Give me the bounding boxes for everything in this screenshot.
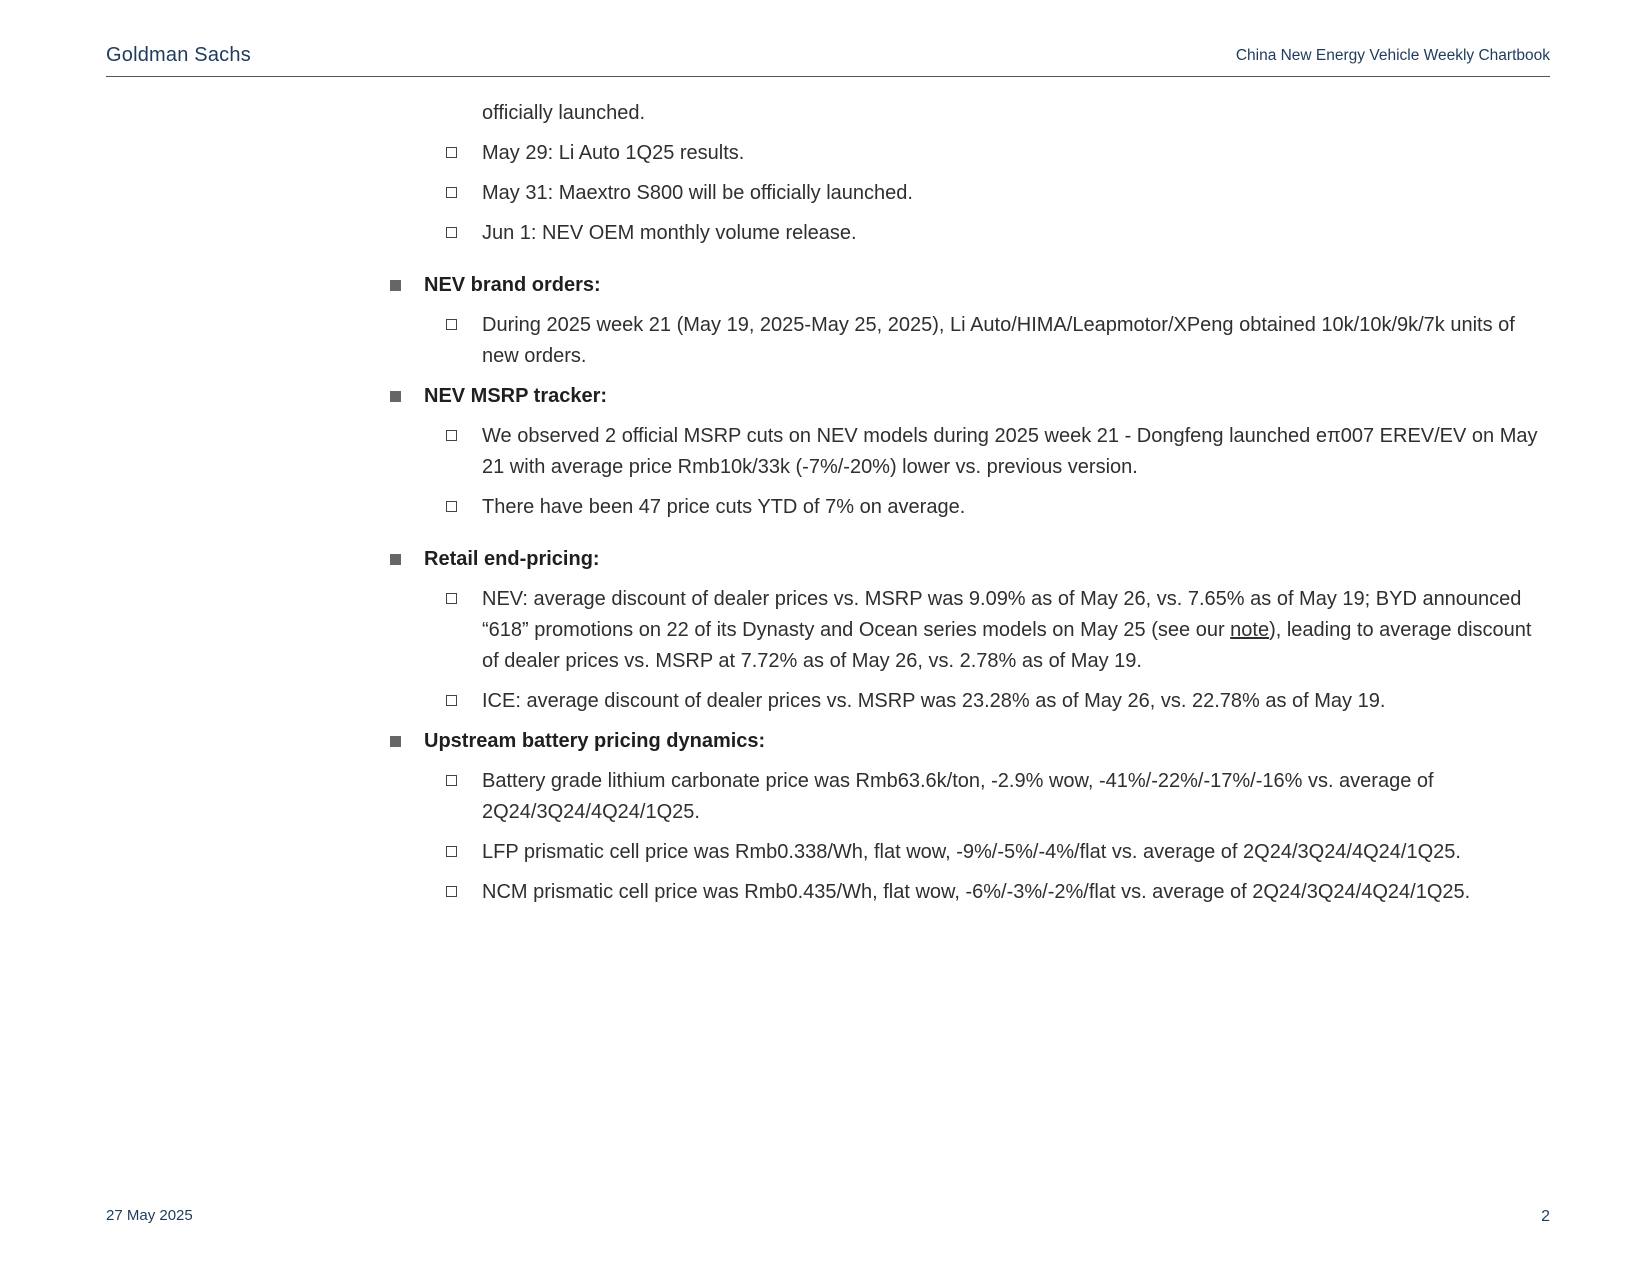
battery-item: Battery grade lithium carbonate price was Rmb63.6k/ton, -2.9% wow, -41%/-22%/-17%/-16% vs. average of 2Q24/3Q24/4Q24/1Q25.	[386, 766, 1550, 828]
note-link[interactable]: note	[1230, 619, 1270, 641]
filled-square-bullet-icon	[390, 280, 401, 291]
report-date: 27 May 2025	[106, 1207, 193, 1224]
hollow-square-bullet-icon	[446, 147, 457, 158]
brand-name: Goldman Sachs	[106, 44, 251, 66]
retail-ice-item: ICE: average discount of dealer prices vs. MSRP was 23.28% as of May 26, vs. 22.78% as of May 19.	[386, 686, 1550, 717]
retail-nev-item: NEV: average discount of dealer prices vs. MSRP was 9.09% as of May 26, vs. 7.65% as of May 19; BYD announced “618” promotions on 22 of its Dynasty and Ocean series models on May 25 (see our note), leading to average discount of dealer prices vs. MSRP at 7.72% as of May 26, vs. 2.78% as of May 19.	[386, 584, 1550, 677]
report-body	[386, 98, 1550, 917]
continuation-text: officially launched.	[482, 102, 646, 124]
document-title: China New Energy Vehicle Weekly Chartbook	[1235, 47, 1550, 64]
orders-item: During 2025 week 21 (May 19, 2025-May 25, 2025), Li Auto/HIMA/Leapmotor/XPeng obtained 10k/10k/9k/7k units of new orders.	[386, 310, 1550, 372]
hollow-square-bullet-icon	[446, 695, 457, 706]
event-item: Jun 1: NEV OEM monthly volume release.	[386, 218, 1550, 249]
page-header	[106, 42, 1550, 77]
page-number: 2	[1541, 1208, 1550, 1225]
filled-square-bullet-icon	[390, 391, 401, 402]
event-item: May 31: Maextro S800 will be officially launched.	[386, 178, 1550, 209]
battery-item: NCM prismatic cell price was Rmb0.435/Wh, flat wow, -6%/-3%/-2%/flat vs. average of 2Q24/3Q24/4Q24/1Q25.	[386, 877, 1550, 908]
hollow-square-bullet-icon	[446, 846, 457, 857]
section-heading-orders: NEV brand orders:	[386, 270, 1550, 301]
hollow-square-bullet-icon	[446, 501, 457, 512]
msrp-item: There have been 47 price cuts YTD of 7% on average.	[386, 492, 1550, 523]
battery-item: LFP prismatic cell price was Rmb0.338/Wh, flat wow, -9%/-5%/-4%/flat vs. average of 2Q24/3Q24/4Q24/1Q25.	[386, 837, 1550, 868]
msrp-item: We observed 2 official MSRP cuts on NEV models during 2025 week 21 - Dongfeng launched eπ007 EREV/EV on May 21 with average price Rmb10k/33k (-7%/-20%) lower vs. previous version.	[386, 421, 1550, 483]
section-heading-msrp: NEV MSRP tracker:	[386, 381, 1550, 412]
section-heading-retail: Retail end-pricing:	[386, 544, 1550, 575]
event-item: May 29: Li Auto 1Q25 results.	[386, 138, 1550, 169]
hollow-square-bullet-icon	[446, 886, 457, 897]
filled-square-bullet-icon	[390, 736, 401, 747]
hollow-square-bullet-icon	[446, 227, 457, 238]
section-heading-battery: Upstream battery pricing dynamics:	[386, 726, 1550, 757]
hollow-square-bullet-icon	[446, 187, 457, 198]
hollow-square-bullet-icon	[446, 319, 457, 330]
hollow-square-bullet-icon	[446, 430, 457, 441]
filled-square-bullet-icon	[390, 554, 401, 565]
hollow-square-bullet-icon	[446, 593, 457, 604]
hollow-square-bullet-icon	[446, 775, 457, 786]
